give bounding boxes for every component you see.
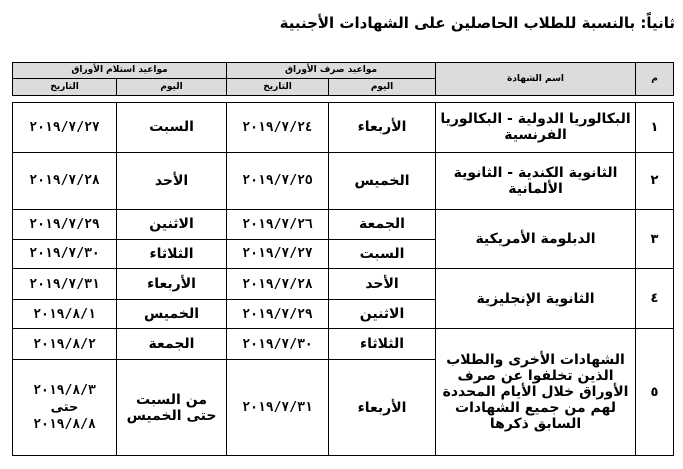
receive-date-to: ٢٠١٩/٨/٨ xyxy=(33,417,96,433)
header-receive-dates: مواعيد استلام الأوراق xyxy=(13,63,227,79)
table-row xyxy=(13,102,674,152)
cert-name: الدبلومة الأمريكية xyxy=(436,209,636,268)
schedule-table xyxy=(12,62,674,456)
receive-day-range: من السبت حتى الخميس xyxy=(117,360,227,456)
header-disburse-dates: مواعيد صرف الأوراق xyxy=(227,63,436,79)
row-number: ٣ xyxy=(636,209,674,268)
row-number: ٢ xyxy=(636,152,674,209)
row-number: ٤ xyxy=(636,269,674,329)
disburse-day: الاثنين xyxy=(329,299,436,329)
table-row xyxy=(13,269,674,300)
receive-date: ٢٠١٩/٧/٢٧ xyxy=(13,102,117,152)
cert-name: الشهادات الأخرى والطلاب الذين تخلفوا عن صرف الأوراق خلال الأيام المحددة لهم من جميع الشهادات السابق ذكرها xyxy=(436,329,636,456)
spacer xyxy=(13,96,674,103)
disburse-day: الخميس xyxy=(329,152,436,209)
table-row xyxy=(13,152,674,209)
receive-day: الاثنين xyxy=(117,209,227,239)
section-title: ثانياً: بالنسبة للطلاب الحاصلين على الشهادات الأجنبية xyxy=(279,14,675,32)
disburse-date: ٢٠١٩/٧/٢٨ xyxy=(227,269,329,300)
table-row xyxy=(13,209,674,239)
disburse-day: الجمعة xyxy=(329,209,436,239)
disburse-day: الثلاثاء xyxy=(329,329,436,360)
header-num: م xyxy=(636,63,674,96)
receive-day: السبت xyxy=(117,102,227,152)
header-receive-day: اليوم xyxy=(117,78,227,95)
receive-date: ٢٠١٩/٨/٢ xyxy=(13,329,117,360)
receive-date-separator: حتى xyxy=(50,400,79,416)
row-number: ١ xyxy=(636,102,674,152)
header-disburse-day: اليوم xyxy=(329,78,436,95)
disburse-date: ٢٠١٩/٧/٢٥ xyxy=(227,152,329,209)
disburse-date: ٢٠١٩/٧/٢٦ xyxy=(227,209,329,239)
receive-day: الثلاثاء xyxy=(117,239,227,269)
receive-date: ٢٠١٩/٧/٣١ xyxy=(13,269,117,300)
table-row xyxy=(13,329,674,360)
disburse-date: ٢٠١٩/٧/٢٧ xyxy=(227,239,329,269)
receive-day: الأربعاء xyxy=(117,269,227,300)
header-cert-name: اسم الشهادة xyxy=(436,63,636,96)
cert-name: البكالوريا الدولية - البكالوريا الفرنسية xyxy=(436,102,636,152)
disburse-date: ٢٠١٩/٧/٢٤ xyxy=(227,102,329,152)
cert-name: الثانوية الإنجليزية xyxy=(436,269,636,329)
receive-day: الخميس xyxy=(117,299,227,329)
cert-name: الثانوية الكندية - الثانوية الألمانية xyxy=(436,152,636,209)
receive-date: ٢٠١٩/٨/١ xyxy=(13,299,117,329)
receive-day: الأحد xyxy=(117,152,227,209)
header-receive-date: التاريخ xyxy=(13,78,117,95)
receive-date-from: ٢٠١٩/٨/٣ xyxy=(33,383,96,399)
receive-date: ٢٠١٩/٧/٣٠ xyxy=(13,239,117,269)
receive-date: ٢٠١٩/٧/٢٩ xyxy=(13,209,117,239)
disburse-date: ٢٠١٩/٧/٣٠ xyxy=(227,329,329,360)
receive-date-range xyxy=(13,360,117,456)
disburse-day: السبت xyxy=(329,239,436,269)
receive-day: الجمعة xyxy=(117,329,227,360)
disburse-day: الأحد xyxy=(329,269,436,300)
disburse-date: ٢٠١٩/٧/٣١ xyxy=(227,360,329,456)
disburse-day: الأربعاء xyxy=(329,360,436,456)
row-number: ٥ xyxy=(636,329,674,456)
disburse-day: الأربعاء xyxy=(329,102,436,152)
disburse-date: ٢٠١٩/٧/٢٩ xyxy=(227,299,329,329)
receive-date: ٢٠١٩/٧/٢٨ xyxy=(13,152,117,209)
header-disburse-date: التاريخ xyxy=(227,78,329,95)
